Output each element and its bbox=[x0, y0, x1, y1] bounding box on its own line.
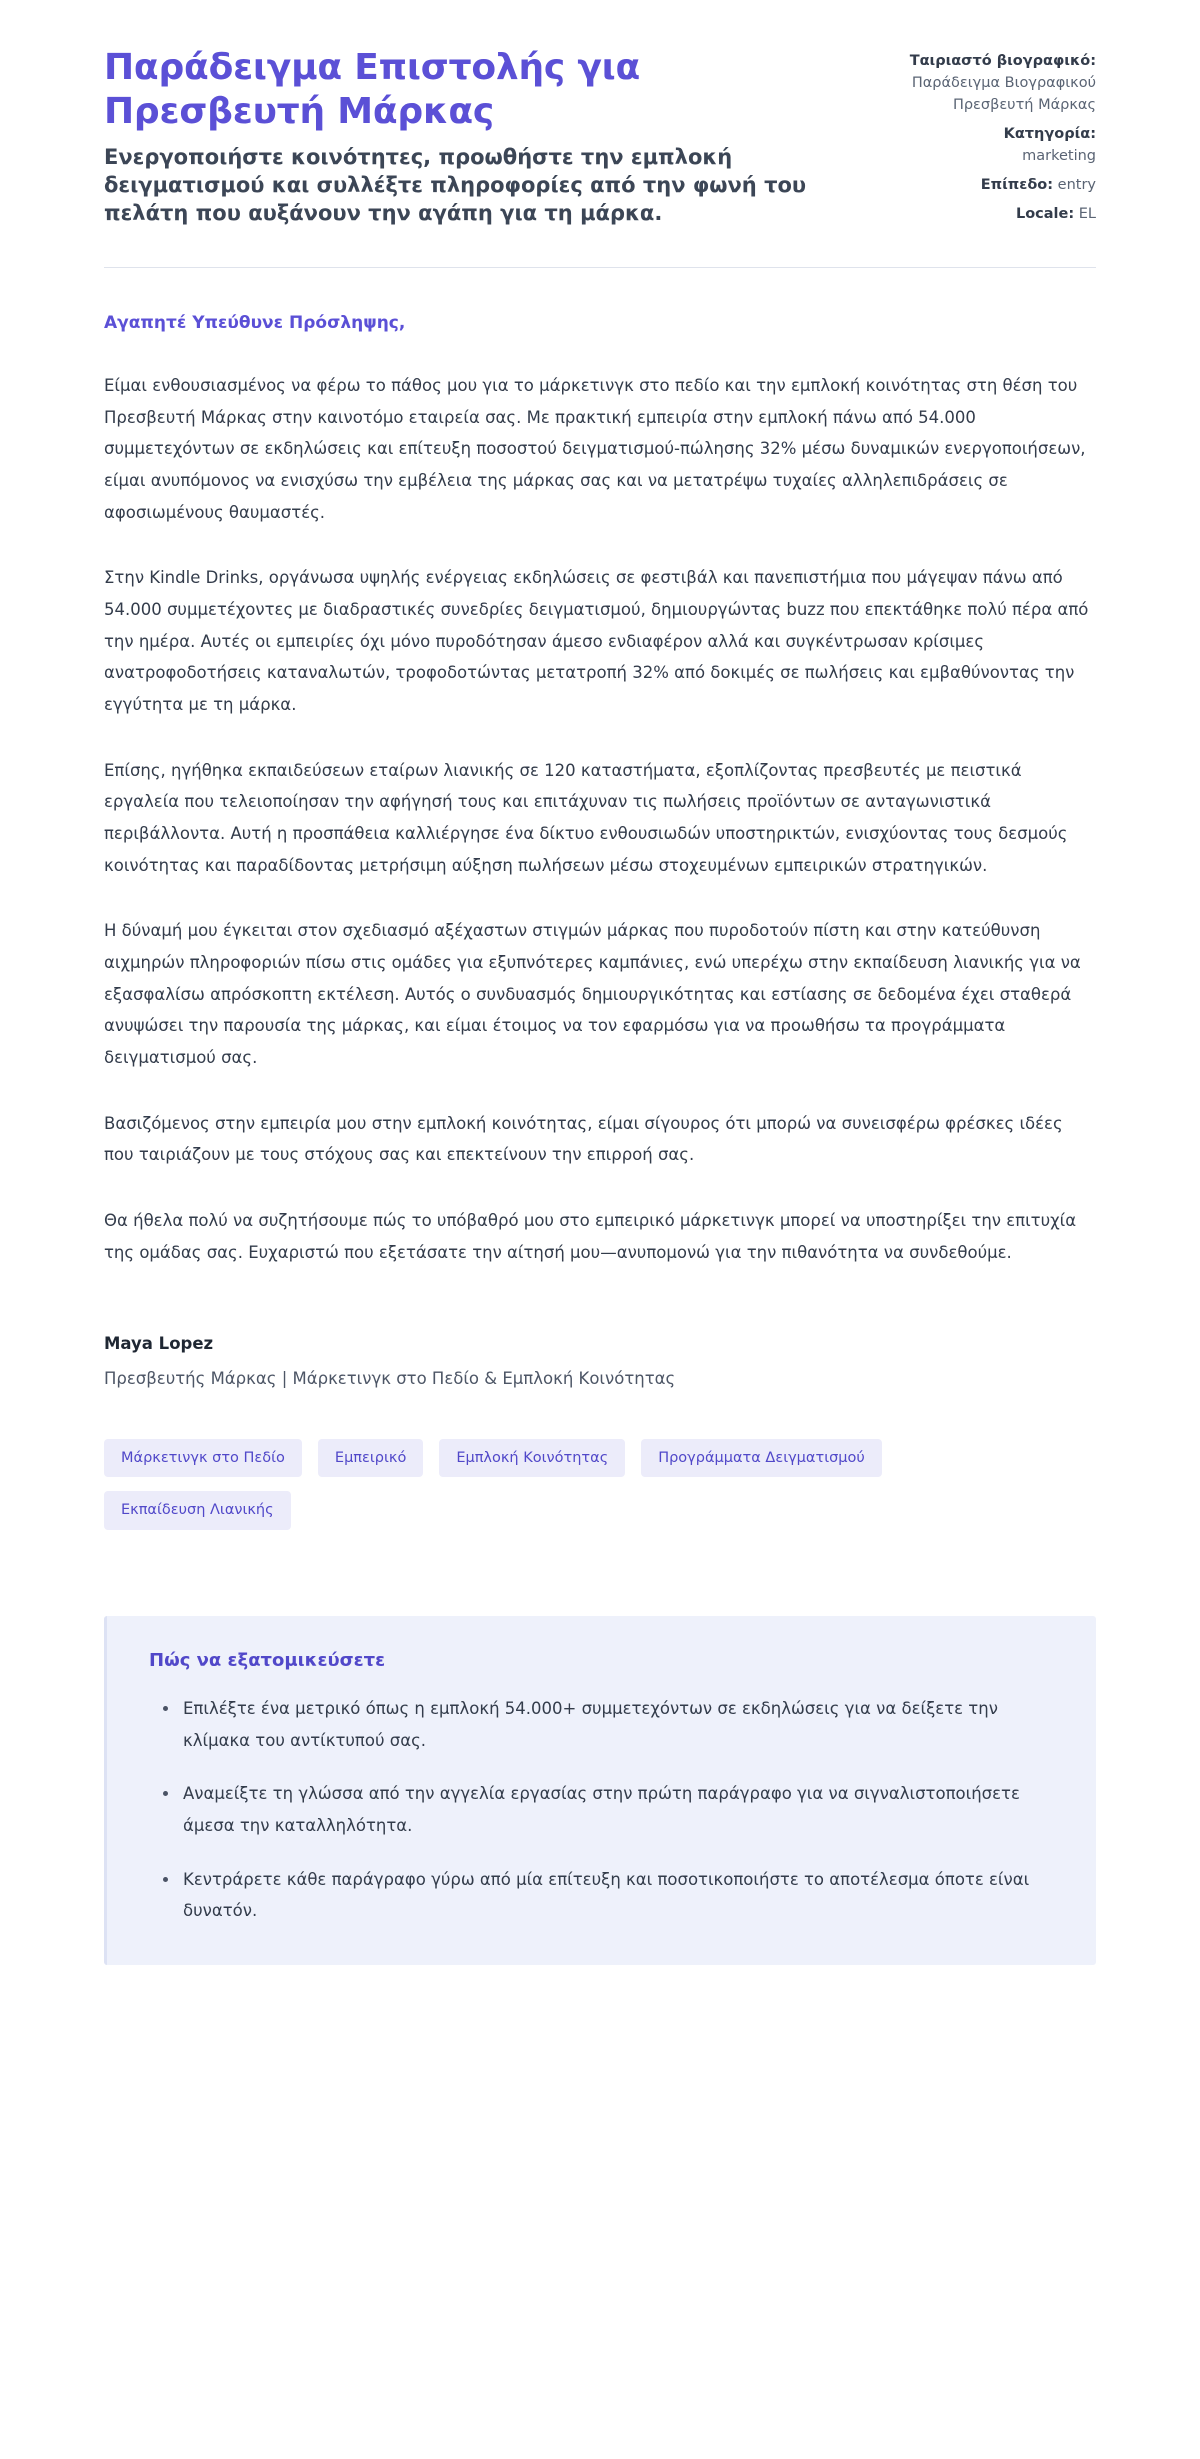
tag-chip[interactable]: Προγράμματα Δειγματισμού bbox=[641, 1439, 882, 1478]
category-label: Κατηγορία: bbox=[1003, 126, 1096, 143]
header-metadata bbox=[906, 46, 1096, 225]
metadata-locale bbox=[906, 203, 1096, 225]
cover-letter-body bbox=[104, 268, 1096, 1965]
locale-value: EL bbox=[1078, 206, 1096, 223]
metadata-level bbox=[906, 174, 1096, 196]
letter-paragraph: Θα ήθελα πολύ να συζητήσουμε πώς το υπόβαθρό μου στο εμπειρικό μάρκετινγκ μπορεί να υποστηρίξει την επιτυχία της ομάδας σας. Ευχαριστώ που εξετάσατε την αίτησή μου—ανυπομονώ για την πιθανότητα να συνδεθούμε. bbox=[104, 1211, 1077, 1262]
matched-resume-value: Παράδειγμα Βιογραφικού Πρεσβευτή Μάρκας bbox=[911, 75, 1096, 114]
signature-block bbox=[104, 1334, 1096, 1392]
letter-paragraph: Η δύναμή μου έγκειται στον σχεδιασμό αξέχαστων στιγμών μάρκας που πυροδοτούν πίστη και στην κατεύθυνση αιχμηρών πληροφοριών πίσω στις ομάδες για εξυπνότερες καμπάνιες, ενώ υπερέχω στην εκπαίδευση λιανικής για να εξασφαλίσω απρόσκοπτη εκτέλεση. Αυτός ο συνδυασμός δημιουργικότητας και εστίασης σε δεδομένα έχει σταθερά ανυψώσει την παρουσία της μάρκας, και είμαι έτοιμος να τον εφαρμόσω για να προωθήσω τα προγράμματα δειγματισμού σας. bbox=[104, 921, 1081, 1068]
page-title: Παράδειγμα Επιστολής για Πρεσβευτή Μάρκας bbox=[104, 47, 641, 132]
header-title-block bbox=[104, 46, 864, 227]
signature-name: Maya Lopez bbox=[104, 1334, 214, 1354]
level-value: entry bbox=[1057, 177, 1096, 194]
letter-paragraph: Είμαι ενθουσιασμένος να φέρω το πάθος μου για το μάρκετινγκ στο πεδίο και την εμπλοκή κοινότητας στη θέση του Πρεσβευτή Μάρκας στην καινοτόμο εταιρεία σας. Με πρακτική εμπειρία στην εμπλοκή πάνω από 54.000 συμμετεχόντων σε εκδηλώσεις και επίτευξη ποσοστού δειγματισμού-πώλησης 32% μέσω δυναμικών ενεργοποιήσεων, είμαι ανυπόμονος να ενισχύσω την εμβέλεια της μάρκας σας και να μετατρέψω τυχαίες αλληλεπιδράσεις σε αφοσιωμένους θαυμαστές. bbox=[104, 375, 1086, 522]
document-header bbox=[104, 46, 1096, 227]
letter-salutation: Αγαπητέ Υπεύθυνε Πρόσληψης, bbox=[104, 313, 406, 334]
metadata-matched-resume bbox=[906, 50, 1096, 116]
callout-list-item: Επιλέξτε ένα μετρικό όπως η εμπλοκή 54.000+ συμμετεχόντων σε εκδηλώσεις για να δείξετε την κλίμακα του αντίκτυπού σας. bbox=[171, 1693, 1056, 1756]
category-value: marketing bbox=[1022, 148, 1096, 165]
tag-chip[interactable]: Εμπειρικό bbox=[318, 1439, 423, 1478]
page-subtitle: Ενεργοποιήστε κοινότητες, προωθήστε την εμπλοκή δειγματισμού και συλλέξτε πληροφορίες από την φωνή του πελάτη που αυξάνουν την αγάπη για τη μάρκα. bbox=[104, 144, 807, 226]
letter-paragraph: Επίσης, ηγήθηκα εκπαιδεύσεων εταίρων λιανικής σε 120 καταστήματα, εξοπλίζοντας πρεσβευτές με πειστικά εργαλεία που τελειοποίησαν την αφήγησή τους και επιτάχυναν τις πωλήσεις προϊόντων σε ανταγωνιστικά περιβάλλοντα. Αυτή η προσπάθεια καλλιέργησε ένα δίκτυο ενθουσιωδών υποστηρικτών, ενισχύοντας τους δεσμούς κοινότητας και παραδίδοντας μετρήσιμη αύξηση πωλήσεων μέσω στοχευμένων εμπειρικών στρατηγικών. bbox=[104, 760, 1068, 875]
personalization-callout bbox=[104, 1616, 1096, 1965]
level-label: Επίπεδο: bbox=[980, 177, 1054, 194]
callout-list-item: Αναμείξτε τη γλώσσα από την αγγελία εργασίας στην πρώτη παράγραφο για να σιγναλιστοποιήσετε άμεσα την καταλληλότητα. bbox=[171, 1778, 1056, 1841]
letter-paragraphs bbox=[104, 370, 1096, 1268]
callout-title: Πώς να εξατομικεύσετε bbox=[149, 1649, 386, 1671]
callout-list bbox=[149, 1693, 1056, 1927]
metadata-category bbox=[906, 123, 1096, 167]
locale-label: Locale: bbox=[1015, 206, 1075, 223]
letter-paragraph: Στην Kindle Drinks, οργάνωσα υψηλής ενέργειας εκδηλώσεις σε φεστιβάλ και πανεπιστήμια που μάγεψαν πάνω από 54.000 συμμετέχοντες με διαδραστικές συνεδρίες δειγματισμού, δημιουργώντας buzz που επεκτάθηκε πολύ πέρα από την ημέρα. Αυτές οι εμπειρίες όχι μόνο πυροδότησαν άμεσο ενδιαφέρον αλλά και συγκέντρωσαν κρίσιμες ανατροφοδοτήσεις καταναλωτών, τροφοδοτώντας μετατροπή 32% από δοκιμές σε πωλήσεις και εμβαθύνοντας την εγγύτητα με τη μάρκα. bbox=[104, 568, 1089, 715]
tag-list bbox=[104, 1439, 1004, 1530]
signature-role: Πρεσβευτής Μάρκας | Μάρκετινγκ στο Πεδίο & Εμπλοκή Κοινότητας bbox=[104, 1369, 676, 1389]
tag-chip[interactable]: Εκπαίδευση Λιανικής bbox=[104, 1491, 291, 1530]
tag-chip[interactable]: Μάρκετινγκ στο Πεδίο bbox=[104, 1439, 302, 1478]
letter-paragraph: Βασιζόμενος στην εμπειρία μου στην εμπλοκή κοινότητας, είμαι σίγουρος ότι μπορώ να συνεισφέρω φρέσκες ιδέες που ταιριάζουν με τους στόχους σας και επεκτείνουν την επιρροή σας. bbox=[104, 1113, 1063, 1165]
callout-list-item: Κεντράρετε κάθε παράγραφο γύρω από μία επίτευξη και ποσοτικοποιήστε το αποτέλεσμα όποτε είναι δυνατόν. bbox=[171, 1864, 1056, 1927]
matched-resume-label: Ταιριαστό βιογραφικό: bbox=[909, 53, 1096, 69]
tag-chip[interactable]: Εμπλοκή Κοινότητας bbox=[439, 1439, 625, 1478]
